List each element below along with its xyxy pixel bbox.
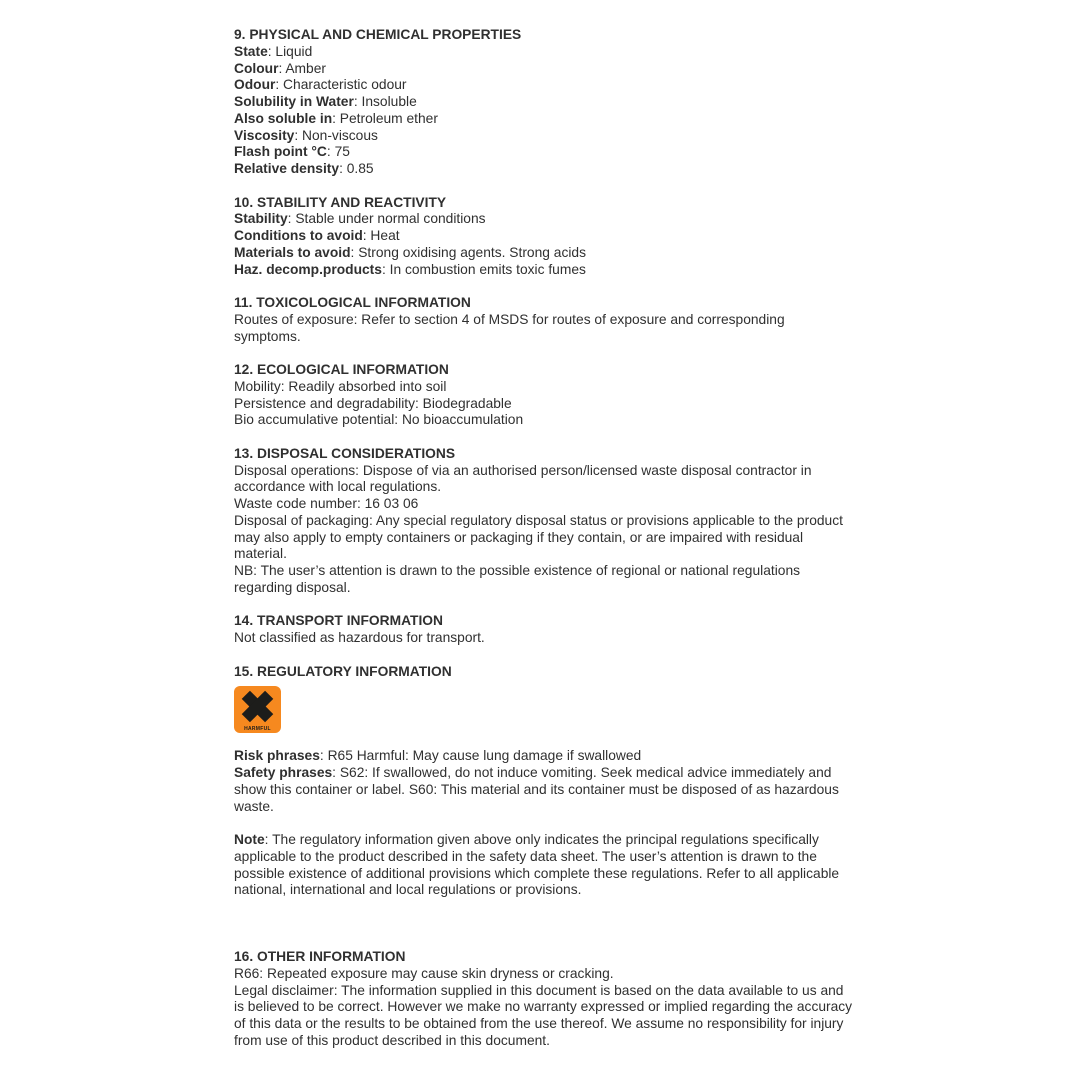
field-label: State xyxy=(234,43,268,59)
text-run: Bio accumulative potential: No bioaccumulation xyxy=(234,412,524,428)
text-run: : 0.85 xyxy=(339,161,374,176)
section-heading: 14. TRANSPORT INFORMATION xyxy=(234,613,444,629)
field-label: Colour xyxy=(234,60,279,76)
text-run: Routes of exposure: Refer to section 4 of MSDS for routes of exposure and corresponding symptoms. xyxy=(234,311,785,344)
paragraph xyxy=(234,228,854,245)
paragraph xyxy=(234,245,854,262)
harmful-pictogram-icon xyxy=(234,686,281,733)
section-9 xyxy=(234,27,854,178)
text-run: Disposal operations: Dispose of via an authorised person/licensed waste disposal contractor in accordance with local regulations. xyxy=(234,462,812,495)
text-run: Persistence and degradability: Biodegradable xyxy=(234,395,512,411)
harmful-pictogram-label: HARMFUL xyxy=(244,726,271,733)
paragraph xyxy=(234,513,854,563)
section-14 xyxy=(234,613,854,647)
section-11 xyxy=(234,295,854,345)
section-heading: 13. DISPOSAL CONSIDERATIONS xyxy=(234,445,456,461)
paragraph xyxy=(234,94,854,111)
text-run: : Strong oxidising agents. Strong acids xyxy=(350,244,586,260)
section-15 xyxy=(234,664,854,900)
paragraph xyxy=(234,832,854,899)
paragraph xyxy=(234,463,854,497)
paragraph xyxy=(234,496,854,513)
text-run: Disposal of packaging: Any special regulatory disposal status or provisions applicable to the product may also apply to empty containers or packaging if they contain, or are impaired with residual material. xyxy=(234,512,843,562)
paragraph xyxy=(234,161,854,178)
section-10 xyxy=(234,195,854,279)
text-run: NB: The user’s attention is drawn to the possible existence of regional or national regulations regarding disposal. xyxy=(234,563,801,595)
text-run: Waste code number: 16 03 06 xyxy=(234,496,419,511)
section-heading: 16. OTHER INFORMATION xyxy=(234,949,406,964)
text-run: : Insoluble xyxy=(353,94,417,109)
field-label: Haz. decomp.products xyxy=(234,261,382,277)
paragraph xyxy=(234,312,854,346)
text-run: : 75 xyxy=(326,144,350,160)
text-run: : Liquid xyxy=(267,43,313,59)
paragraph xyxy=(234,44,854,61)
field-label: Solubility in Water xyxy=(234,94,354,109)
field-label: Viscosity xyxy=(234,127,295,143)
msds-content xyxy=(234,27,854,1050)
paragraph xyxy=(234,61,854,78)
field-label: Also soluble in xyxy=(234,110,333,126)
text-run: R66: Repeated exposure may cause skin dryness or cracking. xyxy=(234,965,614,981)
text-run: Mobility: Readily absorbed into soil xyxy=(234,378,447,394)
paragraph xyxy=(234,983,854,1050)
field-label: Flash point °C xyxy=(234,144,327,160)
text-run: : Heat xyxy=(362,228,400,243)
field-label: Risk phrases xyxy=(234,748,320,764)
paragraph xyxy=(234,128,854,145)
section-heading: 15. REGULATORY INFORMATION xyxy=(234,663,452,679)
text-run: : Petroleum ether xyxy=(332,110,438,126)
paragraph xyxy=(234,396,854,413)
section-heading: 10. STABILITY AND REACTIVITY xyxy=(234,194,447,210)
field-label: Relative density xyxy=(234,161,340,176)
field-label: Odour xyxy=(234,77,276,93)
text-run: Legal disclaimer: The information supplied in this document is based on the data available to us and is believed to be correct. However we make no warranty expressed or implied regarding the accuracy of this data or the results to be obtained from the use thereof. We assume no responsibility for injury from use of this product described in this document. xyxy=(234,982,853,1048)
section-heading: 9. PHYSICAL AND CHEMICAL PROPERTIES xyxy=(234,27,522,42)
text-run: : Non-viscous xyxy=(294,127,378,143)
paragraph xyxy=(234,412,854,429)
text-run: : Stable under normal conditions xyxy=(287,211,486,227)
field-label: Conditions to avoid xyxy=(234,228,363,243)
paragraph xyxy=(234,144,854,161)
text-run: : R65 Harmful: May cause lung damage if swallowed xyxy=(319,748,642,764)
text-run: : Amber xyxy=(278,60,326,76)
section-12 xyxy=(234,362,854,429)
text-run: : In combustion emits toxic fumes xyxy=(381,261,586,277)
section-heading: 12. ECOLOGICAL INFORMATION xyxy=(234,362,449,377)
paragraph xyxy=(234,630,854,647)
section-heading: 11. TOXICOLOGICAL INFORMATION xyxy=(234,295,471,310)
paragraph xyxy=(234,211,854,228)
paragraph xyxy=(234,765,854,815)
paragraph xyxy=(234,77,854,94)
text-run: : Characteristic odour xyxy=(275,77,407,93)
paragraph xyxy=(234,262,854,279)
section-13 xyxy=(234,446,854,597)
text-run: : The regulatory information given above only indicates the principal regulations specifically applicable to the product described in the safety data sheet. The user’s attention is drawn to the possible existence of additional provisions which complete these regulations. Refer to all applicable national, international and local regulations or provisions. xyxy=(234,832,840,898)
field-label: Materials to avoid xyxy=(234,244,351,260)
paragraph xyxy=(234,563,854,597)
text-run: : S62: If swallowed, do not induce vomiting. Seek medical advice immediately and show this container or label. S60: This material and its container must be disposed of as hazardous waste. xyxy=(234,765,839,814)
paragraph xyxy=(234,111,854,128)
paragraph xyxy=(234,966,854,983)
field-label: Stability xyxy=(234,211,288,227)
paragraph xyxy=(234,748,854,765)
section-16 xyxy=(234,949,854,1050)
field-label: Safety phrases xyxy=(234,765,333,780)
field-label: Note xyxy=(234,832,265,847)
text-run: Not classified as hazardous for transport. xyxy=(234,630,485,645)
paragraph xyxy=(234,379,854,396)
